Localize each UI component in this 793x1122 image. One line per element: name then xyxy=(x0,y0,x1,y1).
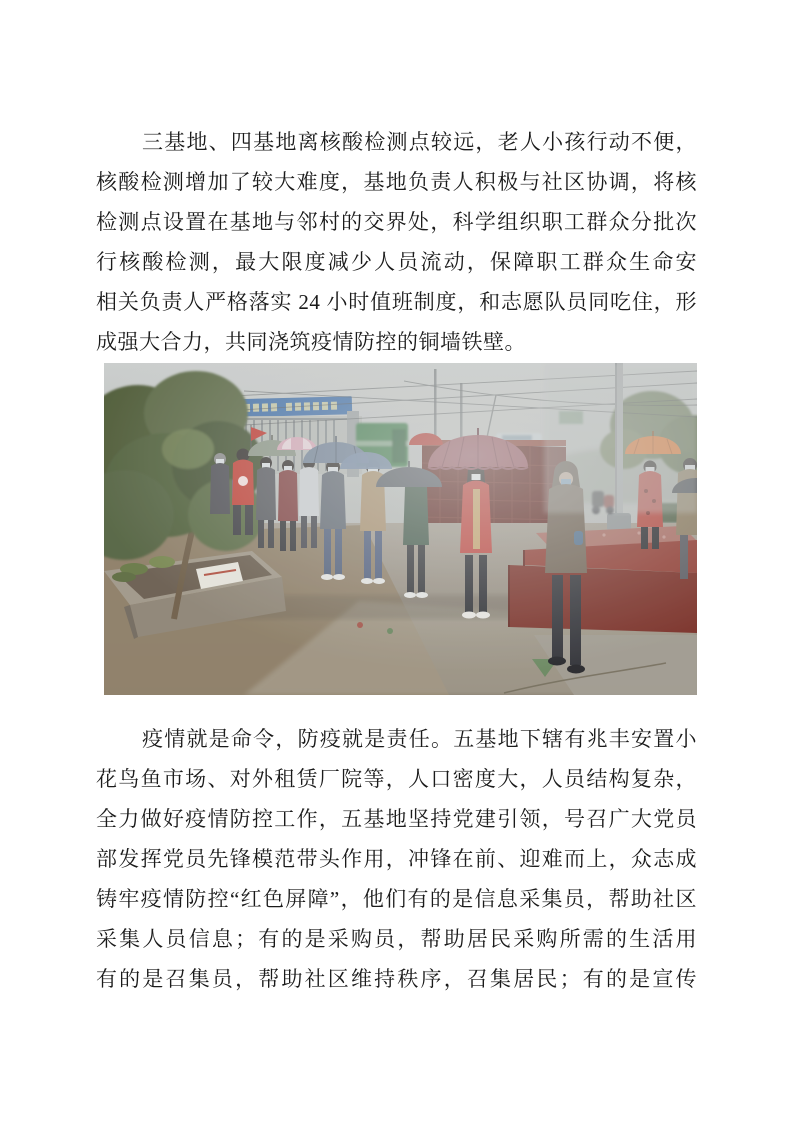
photo-nucleic-acid-testing-queue xyxy=(104,363,697,695)
paragraph-1-line-2: 核酸检测增加了较大难度，基地负责人积极与社区协调，将核 xyxy=(96,170,697,194)
paragraph-2-line-5: 铸牢疫情防控“红色屏障”，他们有的是信息采集员，帮助社区 xyxy=(96,887,697,911)
photo-illustration xyxy=(104,363,697,695)
paragraph-2-line-3: 全力做好疫情防控工作，五基地坚持党建引领，号召广大党员 xyxy=(96,807,697,831)
paragraph-1-line-6: 成强大合力，共同浇筑疫情防控的铜墙铁壁。 xyxy=(96,330,526,354)
paragraph-2-line-6: 采集人员信息；有的是采购员，帮助居民采购所需的生活用 xyxy=(96,927,697,951)
paragraph-1-line-5: 相关负责人严格落实 24 小时值班制度，和志愿队员同吃住，形 xyxy=(96,290,697,314)
paragraph-1 xyxy=(96,122,697,362)
paragraph-1-line-4: 行核酸检测，最大限度减少人员流动，保障职工群众生命安 xyxy=(96,250,697,274)
mist-tint xyxy=(104,363,697,695)
paragraph-1-line-1: 三基地、四基地离核酸检测点较远，老人小孩行动不便， xyxy=(142,130,697,154)
paragraph-2 xyxy=(96,719,697,999)
paragraph-2-line-1: 疫情就是命令，防疫就是责任。五基地下辖有兆丰安置小 xyxy=(142,727,697,751)
paragraph-2-line-4: 部发挥党员先锋模范带头作用，冲锋在前、迎难而上，众志成 xyxy=(96,847,697,871)
paragraph-2-line-2: 花鸟鱼市场、对外租赁厂院等，人口密度大，人员结构复杂， xyxy=(96,767,697,791)
paragraph-2-line-7: 有的是召集员，帮助社区维持秩序，召集居民；有的是宣传 xyxy=(96,967,697,991)
paragraph-1-line-3: 检测点设置在基地与邻村的交界处，科学组织职工群众分批次 xyxy=(96,210,697,234)
